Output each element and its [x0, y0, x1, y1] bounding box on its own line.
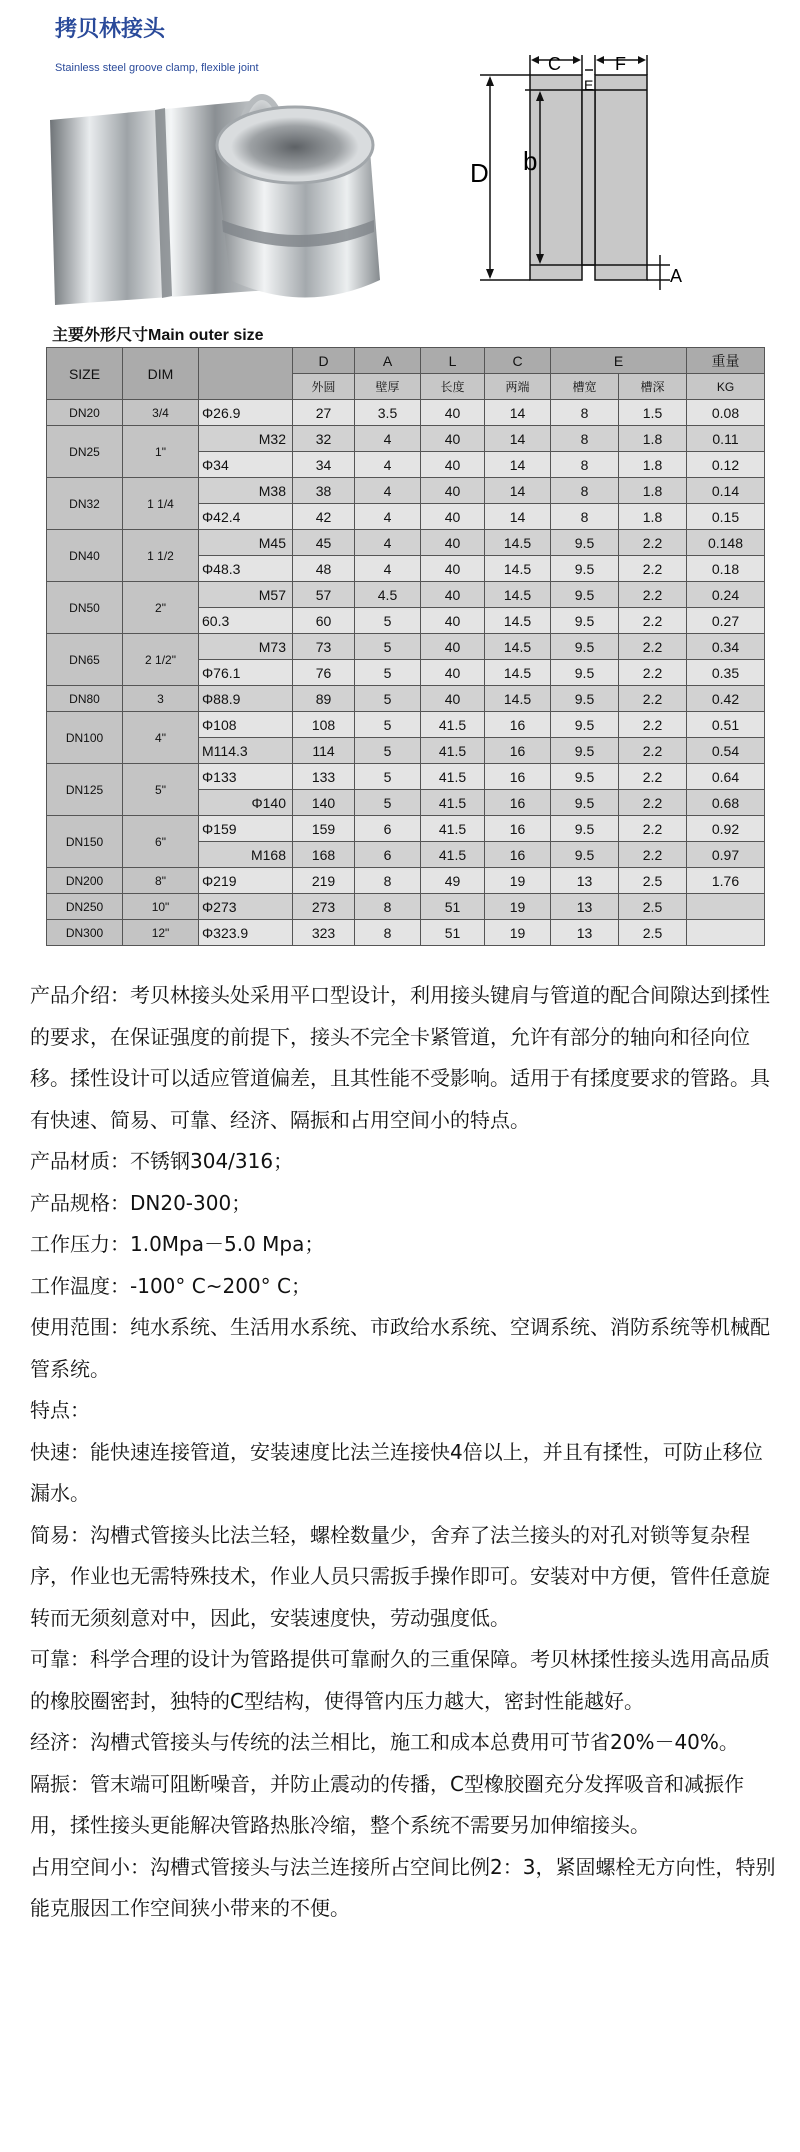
cell-e2: 2.2 — [619, 738, 687, 764]
cell-d: 57 — [293, 582, 355, 608]
cell-size: DN125 — [47, 764, 123, 816]
cell-e1: 8 — [551, 478, 619, 504]
cell-kg: 0.148 — [687, 530, 765, 556]
cell-d: 108 — [293, 712, 355, 738]
cell-kg: 0.24 — [687, 582, 765, 608]
sub-length: 长度 — [421, 374, 485, 400]
cell-e2: 2.2 — [619, 582, 687, 608]
cell-a: 5 — [355, 738, 421, 764]
cell-kg: 0.68 — [687, 790, 765, 816]
cell-l: 41.5 — [421, 712, 485, 738]
cell-a: 4 — [355, 452, 421, 478]
cell-d: 48 — [293, 556, 355, 582]
cell-c: 14 — [485, 504, 551, 530]
cell-spec: Φ76.1 — [199, 660, 293, 686]
cell-dim: 10" — [123, 894, 199, 920]
cell-spec: M114.3 — [199, 738, 293, 764]
cell-c: 14.5 — [485, 634, 551, 660]
cell-e1: 8 — [551, 452, 619, 478]
table-row — [47, 400, 765, 426]
cell-d: 32 — [293, 426, 355, 452]
description-paragraph: 占用空间小：沟槽式管接头与法兰连接所占空间比例2：3，紧固螺栓无方向性，特别能克服因工作空间狭小带来的不便。 — [30, 1854, 776, 1920]
table-row — [47, 530, 765, 556]
cell-a: 8 — [355, 920, 421, 946]
table-header-row — [47, 348, 765, 374]
cell-e1: 9.5 — [551, 608, 619, 634]
cell-spec: Φ159 — [199, 816, 293, 842]
cell-dim: 3 — [123, 686, 199, 712]
cell-a: 4 — [355, 426, 421, 452]
cell-a: 4 — [355, 478, 421, 504]
cell-size: DN65 — [47, 634, 123, 686]
cell-dim: 1 1/4 — [123, 478, 199, 530]
cell-e2: 1.8 — [619, 478, 687, 504]
cell-kg: 0.92 — [687, 816, 765, 842]
cell-c: 16 — [485, 816, 551, 842]
cell-e2: 2.5 — [619, 894, 687, 920]
cell-kg — [687, 920, 765, 946]
cell-l: 40 — [421, 478, 485, 504]
cell-spec: Φ48.3 — [199, 556, 293, 582]
cell-c: 14.5 — [485, 582, 551, 608]
table-row — [47, 894, 765, 920]
cell-e1: 9.5 — [551, 712, 619, 738]
cell-dim: 8" — [123, 868, 199, 894]
cell-c: 19 — [485, 920, 551, 946]
col-weight: 重量 — [687, 348, 765, 374]
description-paragraph: 特点： — [30, 1398, 90, 1422]
cell-spec: Φ323.9 — [199, 920, 293, 946]
cell-e2: 1.8 — [619, 452, 687, 478]
cell-e2: 1.8 — [619, 426, 687, 452]
cell-c: 14.5 — [485, 556, 551, 582]
product-title: 拷贝林接头 — [55, 17, 166, 42]
cell-c: 14 — [485, 452, 551, 478]
cell-spec: Φ42.4 — [199, 504, 293, 530]
cell-size: DN50 — [47, 582, 123, 634]
cell-kg: 0.12 — [687, 452, 765, 478]
sub-ends: 两端 — [485, 374, 551, 400]
cell-size: DN150 — [47, 816, 123, 868]
cell-e2: 2.2 — [619, 686, 687, 712]
cell-d: 60 — [293, 608, 355, 634]
cell-spec: M45 — [199, 530, 293, 556]
cell-e2: 2.2 — [619, 816, 687, 842]
col-size: SIZE — [47, 348, 123, 400]
cell-spec: M57 — [199, 582, 293, 608]
cell-e1: 9.5 — [551, 582, 619, 608]
cell-e1: 9.5 — [551, 842, 619, 868]
table-row — [47, 686, 765, 712]
cell-d: 89 — [293, 686, 355, 712]
product-description — [30, 975, 782, 1930]
cell-e1: 13 — [551, 894, 619, 920]
cell-l: 40 — [421, 504, 485, 530]
cell-size: DN40 — [47, 530, 123, 582]
cell-dim: 1 1/2 — [123, 530, 199, 582]
coupling-small — [215, 107, 380, 298]
cell-l: 40 — [421, 660, 485, 686]
description-paragraph: 快速：能快速连接管道，安装速度比法兰连接快4倍以上，并且有揉性，可防止移位漏水。 — [30, 1439, 763, 1505]
cell-kg: 0.51 — [687, 712, 765, 738]
cell-spec: Φ140 — [199, 790, 293, 816]
product-photo — [40, 80, 480, 320]
cell-kg — [687, 894, 765, 920]
cell-c: 16 — [485, 712, 551, 738]
cell-l: 41.5 — [421, 842, 485, 868]
cell-e2: 2.2 — [619, 764, 687, 790]
cell-e1: 8 — [551, 426, 619, 452]
cell-c: 14 — [485, 400, 551, 426]
cell-c: 19 — [485, 894, 551, 920]
cell-spec: M38 — [199, 478, 293, 504]
cell-d: 114 — [293, 738, 355, 764]
cell-e2: 2.2 — [619, 634, 687, 660]
product-header — [0, 0, 800, 330]
sub-outer-diameter: 外圆 — [293, 374, 355, 400]
cell-e2: 2.2 — [619, 556, 687, 582]
label-c: C — [548, 54, 561, 74]
label-e: E — [584, 77, 594, 93]
cell-e1: 8 — [551, 504, 619, 530]
description-paragraph: 工作压力：1.0Mpa－5.0 Mpa； — [30, 1232, 325, 1256]
cell-d: 45 — [293, 530, 355, 556]
table-title: 主要外形尺寸Main outer size — [52, 327, 264, 344]
cell-e1: 9.5 — [551, 686, 619, 712]
cell-size: DN100 — [47, 712, 123, 764]
label-b: b — [523, 146, 538, 176]
cell-c: 14.5 — [485, 608, 551, 634]
dimension-drawing — [465, 50, 785, 330]
cell-e2: 1.5 — [619, 400, 687, 426]
cell-e1: 13 — [551, 868, 619, 894]
description-paragraph: 隔振：管末端可阻断噪音，并防止震动的传播，C型橡胶圈充分发挥吸音和减振作用，揉性接头更能解决管路热胀冷缩，整个系统不需要另加伸缩接头。 — [30, 1771, 744, 1837]
cell-a: 4 — [355, 504, 421, 530]
cell-a: 5 — [355, 764, 421, 790]
cell-d: 76 — [293, 660, 355, 686]
table-row — [47, 712, 765, 738]
cell-a: 5 — [355, 608, 421, 634]
cell-spec: Φ133 — [199, 764, 293, 790]
cell-d: 219 — [293, 868, 355, 894]
cell-kg: 0.15 — [687, 504, 765, 530]
cell-e1: 9.5 — [551, 790, 619, 816]
cell-dim: 2" — [123, 582, 199, 634]
cell-l: 40 — [421, 608, 485, 634]
cell-a: 5 — [355, 686, 421, 712]
cell-kg: 0.34 — [687, 634, 765, 660]
cell-e1: 9.5 — [551, 660, 619, 686]
label-f: F — [615, 54, 626, 74]
cell-l: 40 — [421, 530, 485, 556]
cell-a: 4.5 — [355, 582, 421, 608]
cell-e1: 9.5 — [551, 634, 619, 660]
cell-c: 19 — [485, 868, 551, 894]
cell-e2: 2.5 — [619, 920, 687, 946]
cell-d: 27 — [293, 400, 355, 426]
cell-spec: Φ108 — [199, 712, 293, 738]
cell-spec: M32 — [199, 426, 293, 452]
cell-a: 8 — [355, 868, 421, 894]
cell-c: 14.5 — [485, 530, 551, 556]
cell-kg: 0.14 — [687, 478, 765, 504]
table-row — [47, 868, 765, 894]
cell-kg: 0.35 — [687, 660, 765, 686]
cell-d: 273 — [293, 894, 355, 920]
cell-size: DN250 — [47, 894, 123, 920]
cell-e1: 9.5 — [551, 556, 619, 582]
description-paragraph: 产品介绍：考贝林接头处采用平口型设计，利用接头键肩与管道的配合间隙达到揉性的要求，在保证强度的前提下，接头不完全卡紧管道，允许有部分的轴向和径向位移。揉性设计可以适应管道偏差，且其性能不受影响。适用于有揉度要求的管路。具有快速、简易、可靠、经济、隔振和占用空间小的特点。 — [30, 983, 770, 1132]
col-d: D — [293, 348, 355, 374]
description-paragraph: 使用范围：纯水系统、生活用水系统、市政给水系统、空调系统、消防系统等机械配管系统。 — [30, 1315, 770, 1381]
cell-d: 323 — [293, 920, 355, 946]
cell-l: 41.5 — [421, 816, 485, 842]
cell-l: 40 — [421, 452, 485, 478]
cell-a: 5 — [355, 712, 421, 738]
cell-kg: 0.08 — [687, 400, 765, 426]
cell-spec: Φ26.9 — [199, 400, 293, 426]
cell-kg: 0.64 — [687, 764, 765, 790]
label-d: D — [470, 158, 489, 188]
cell-c: 16 — [485, 764, 551, 790]
cell-size: DN20 — [47, 400, 123, 426]
cell-spec: M73 — [199, 634, 293, 660]
sub-kg: KG — [687, 374, 765, 400]
cell-dim: 3/4 — [123, 400, 199, 426]
cell-c: 14.5 — [485, 660, 551, 686]
cell-l: 51 — [421, 894, 485, 920]
cell-d: 38 — [293, 478, 355, 504]
cell-a: 5 — [355, 660, 421, 686]
table-row — [47, 764, 765, 790]
description-paragraph: 可靠：科学合理的设计为管路提供可靠耐久的三重保障。考贝林揉性接头选用高品质的橡胶圈密封，独特的C型结构，使得管内压力越大，密封性能越好。 — [30, 1647, 770, 1713]
cell-e1: 8 — [551, 400, 619, 426]
cell-a: 6 — [355, 842, 421, 868]
col-dim: DIM — [123, 348, 199, 400]
cell-e1: 13 — [551, 920, 619, 946]
cell-e2: 1.8 — [619, 504, 687, 530]
col-l: L — [421, 348, 485, 374]
cell-c: 14 — [485, 426, 551, 452]
sub-groove-depth: 槽深 — [619, 374, 687, 400]
cell-d: 159 — [293, 816, 355, 842]
cell-d: 140 — [293, 790, 355, 816]
table-body — [47, 400, 765, 946]
cell-l: 40 — [421, 400, 485, 426]
cell-dim: 5" — [123, 764, 199, 816]
cell-a: 8 — [355, 894, 421, 920]
cell-a: 5 — [355, 634, 421, 660]
cell-size: DN80 — [47, 686, 123, 712]
cell-a: 5 — [355, 790, 421, 816]
cell-a: 4 — [355, 530, 421, 556]
description-paragraph: 产品规格：DN20-300； — [30, 1190, 252, 1215]
cell-c: 14.5 — [485, 686, 551, 712]
col-a: A — [355, 348, 421, 374]
table-row — [47, 426, 765, 452]
cell-l: 40 — [421, 426, 485, 452]
cell-spec: Φ273 — [199, 894, 293, 920]
label-a: A — [670, 266, 683, 286]
cell-size: DN200 — [47, 868, 123, 894]
description-paragraph: 工作温度：-100° C~200° C； — [30, 1273, 311, 1298]
cell-e2: 2.2 — [619, 712, 687, 738]
cell-dim: 2 1/2" — [123, 634, 199, 686]
cell-d: 133 — [293, 764, 355, 790]
cell-kg: 1.76 — [687, 868, 765, 894]
cell-c: 14 — [485, 478, 551, 504]
cell-l: 40 — [421, 686, 485, 712]
description-paragraph: 经济：沟槽式管接头与传统的法兰相比，施工和成本总费用可节省20%－40%。 — [30, 1730, 739, 1754]
cell-e1: 9.5 — [551, 530, 619, 556]
cell-dim: 6" — [123, 816, 199, 868]
cell-e1: 9.5 — [551, 816, 619, 842]
sub-groove-width: 槽宽 — [551, 374, 619, 400]
cell-e2: 2.2 — [619, 790, 687, 816]
cell-a: 3.5 — [355, 400, 421, 426]
cell-spec: M168 — [199, 842, 293, 868]
cell-a: 4 — [355, 556, 421, 582]
table-row — [47, 582, 765, 608]
product-subtitle: Stainless steel groove clamp, flexible joint — [55, 62, 259, 74]
col-e: E — [551, 348, 687, 374]
cell-e2: 2.2 — [619, 530, 687, 556]
table-row — [47, 478, 765, 504]
cell-l: 51 — [421, 920, 485, 946]
cell-l: 41.5 — [421, 790, 485, 816]
cell-e2: 2.5 — [619, 868, 687, 894]
cell-d: 73 — [293, 634, 355, 660]
cell-l: 49 — [421, 868, 485, 894]
cell-c: 16 — [485, 842, 551, 868]
description-paragraph: 简易：沟槽式管接头比法兰轻，螺栓数量少，舍弃了法兰接头的对孔对锁等复杂程序，作业也无需特殊技术，作业人员只需扳手操作即可。安装对中方便，管件任意旋转而无须刻意对中，因此，安装速度快，劳动强度低。 — [30, 1522, 770, 1630]
cell-dim: 4" — [123, 712, 199, 764]
cell-l: 40 — [421, 634, 485, 660]
cell-l: 40 — [421, 556, 485, 582]
sub-wall-thickness: 壁厚 — [355, 374, 421, 400]
cell-e2: 2.2 — [619, 608, 687, 634]
table-row — [47, 816, 765, 842]
cell-e2: 2.2 — [619, 842, 687, 868]
cell-spec: 60.3 — [199, 608, 293, 634]
size-table — [46, 347, 765, 946]
cell-spec: Φ219 — [199, 868, 293, 894]
col-spec — [199, 348, 293, 400]
cell-d: 42 — [293, 504, 355, 530]
cell-l: 41.5 — [421, 764, 485, 790]
cell-a: 6 — [355, 816, 421, 842]
cell-e1: 9.5 — [551, 738, 619, 764]
cell-size: DN300 — [47, 920, 123, 946]
table-row — [47, 920, 765, 946]
cell-l: 40 — [421, 582, 485, 608]
table-row — [47, 634, 765, 660]
cell-c: 16 — [485, 738, 551, 764]
cell-c: 16 — [485, 790, 551, 816]
cell-kg: 0.27 — [687, 608, 765, 634]
cell-l: 41.5 — [421, 738, 485, 764]
cell-kg: 0.97 — [687, 842, 765, 868]
cell-kg: 0.18 — [687, 556, 765, 582]
col-c: C — [485, 348, 551, 374]
cell-spec: Φ34 — [199, 452, 293, 478]
cell-kg: 0.11 — [687, 426, 765, 452]
cell-size: DN32 — [47, 478, 123, 530]
cell-kg: 0.54 — [687, 738, 765, 764]
cell-dim: 1" — [123, 426, 199, 478]
cell-e2: 2.2 — [619, 660, 687, 686]
cell-e1: 9.5 — [551, 764, 619, 790]
cell-spec: Φ88.9 — [199, 686, 293, 712]
cell-dim: 12" — [123, 920, 199, 946]
cell-d: 34 — [293, 452, 355, 478]
cell-d: 168 — [293, 842, 355, 868]
cell-kg: 0.42 — [687, 686, 765, 712]
cell-size: DN25 — [47, 426, 123, 478]
description-paragraph: 产品材质：不锈钢304/316； — [30, 1149, 294, 1173]
